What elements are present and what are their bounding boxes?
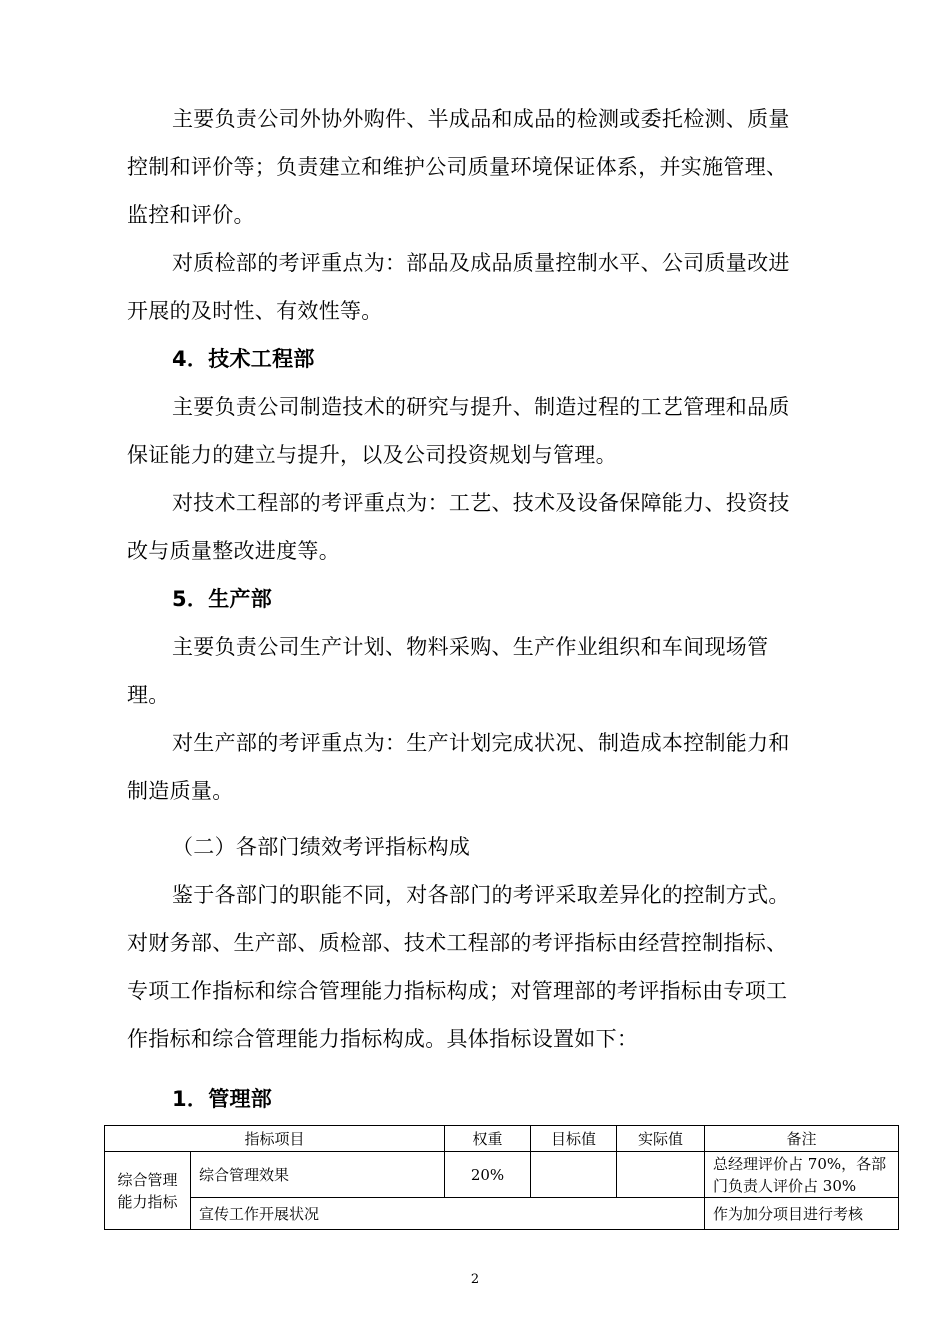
paragraph-line: 对财务部、生产部、质检部、技术工程部的考评指标由经营控制指标、 [127, 931, 788, 955]
table-cell: 作为加分项目进行考核 [705, 1198, 899, 1230]
paragraph-line: 主要负责公司制造技术的研究与提升、制造过程的工艺管理和品质 [172, 395, 790, 419]
table-cell: 综合管理效果 [191, 1152, 445, 1198]
paragraph-line: 专项工作指标和综合管理能力指标构成；对管理部的考评指标由专项工 [127, 979, 788, 1003]
table-row [105, 1152, 899, 1198]
section-heading: 5．生产部 [172, 587, 273, 611]
page-number: 2 [470, 1272, 480, 1287]
header-cell: 指标项目 [105, 1126, 445, 1152]
table-cell: 总经理评价占 70%，各部门负责人评价占 30% [705, 1152, 899, 1198]
paragraph-line: 监控和评价。 [127, 203, 255, 227]
paragraph-line: 对质检部的考评重点为：部品及成品质量控制水平、公司质量改进 [172, 251, 790, 275]
paragraph-line: 对生产部的考评重点为：生产计划完成状况、制造成本控制能力和 [172, 731, 790, 755]
table-header-row [105, 1126, 899, 1152]
indicator-table [104, 1125, 899, 1230]
paragraph-line: 开展的及时性、有效性等。 [127, 299, 383, 323]
paragraph-line: 主要负责公司生产计划、物料采购、生产作业组织和车间现场管 [172, 635, 769, 659]
group-label-cell: 综合管理能力指标 [105, 1152, 191, 1230]
paragraph-line: 作指标和综合管理能力指标构成。具体指标设置如下： [127, 1027, 639, 1051]
paragraph-line: 鉴于各部门的职能不同，对各部门的考评采取差异化的控制方式。 [172, 883, 790, 907]
table-cell [531, 1152, 617, 1198]
section-heading: 4．技术工程部 [172, 347, 315, 371]
paragraph-line: 制造质量。 [127, 779, 234, 803]
paragraph-line: 改与质量整改进度等。 [127, 539, 340, 563]
subsection-heading: （二）各部门绩效考评指标构成 [172, 835, 471, 859]
header-cell: 备注 [705, 1126, 899, 1152]
table-cell [617, 1152, 705, 1198]
paragraph-line: 理。 [127, 683, 170, 707]
table-row [105, 1198, 899, 1230]
table-cell: 宣传工作开展状况 [191, 1198, 705, 1230]
header-cell: 权重 [445, 1126, 531, 1152]
header-cell: 目标值 [531, 1126, 617, 1152]
paragraph-line: 保证能力的建立与提升，以及公司投资规划与管理。 [127, 443, 617, 467]
section-heading: 1．管理部 [172, 1087, 273, 1111]
paragraph-line: 控制和评价等；负责建立和维护公司质量环境保证体系，并实施管理、 [127, 155, 788, 179]
paragraph-line: 对技术工程部的考评重点为：工艺、技术及设备保障能力、投资技 [172, 491, 790, 515]
table-cell: 20% [445, 1152, 531, 1198]
header-cell: 实际值 [617, 1126, 705, 1152]
paragraph-line: 主要负责公司外协外购件、半成品和成品的检测或委托检测、质量 [172, 107, 790, 131]
